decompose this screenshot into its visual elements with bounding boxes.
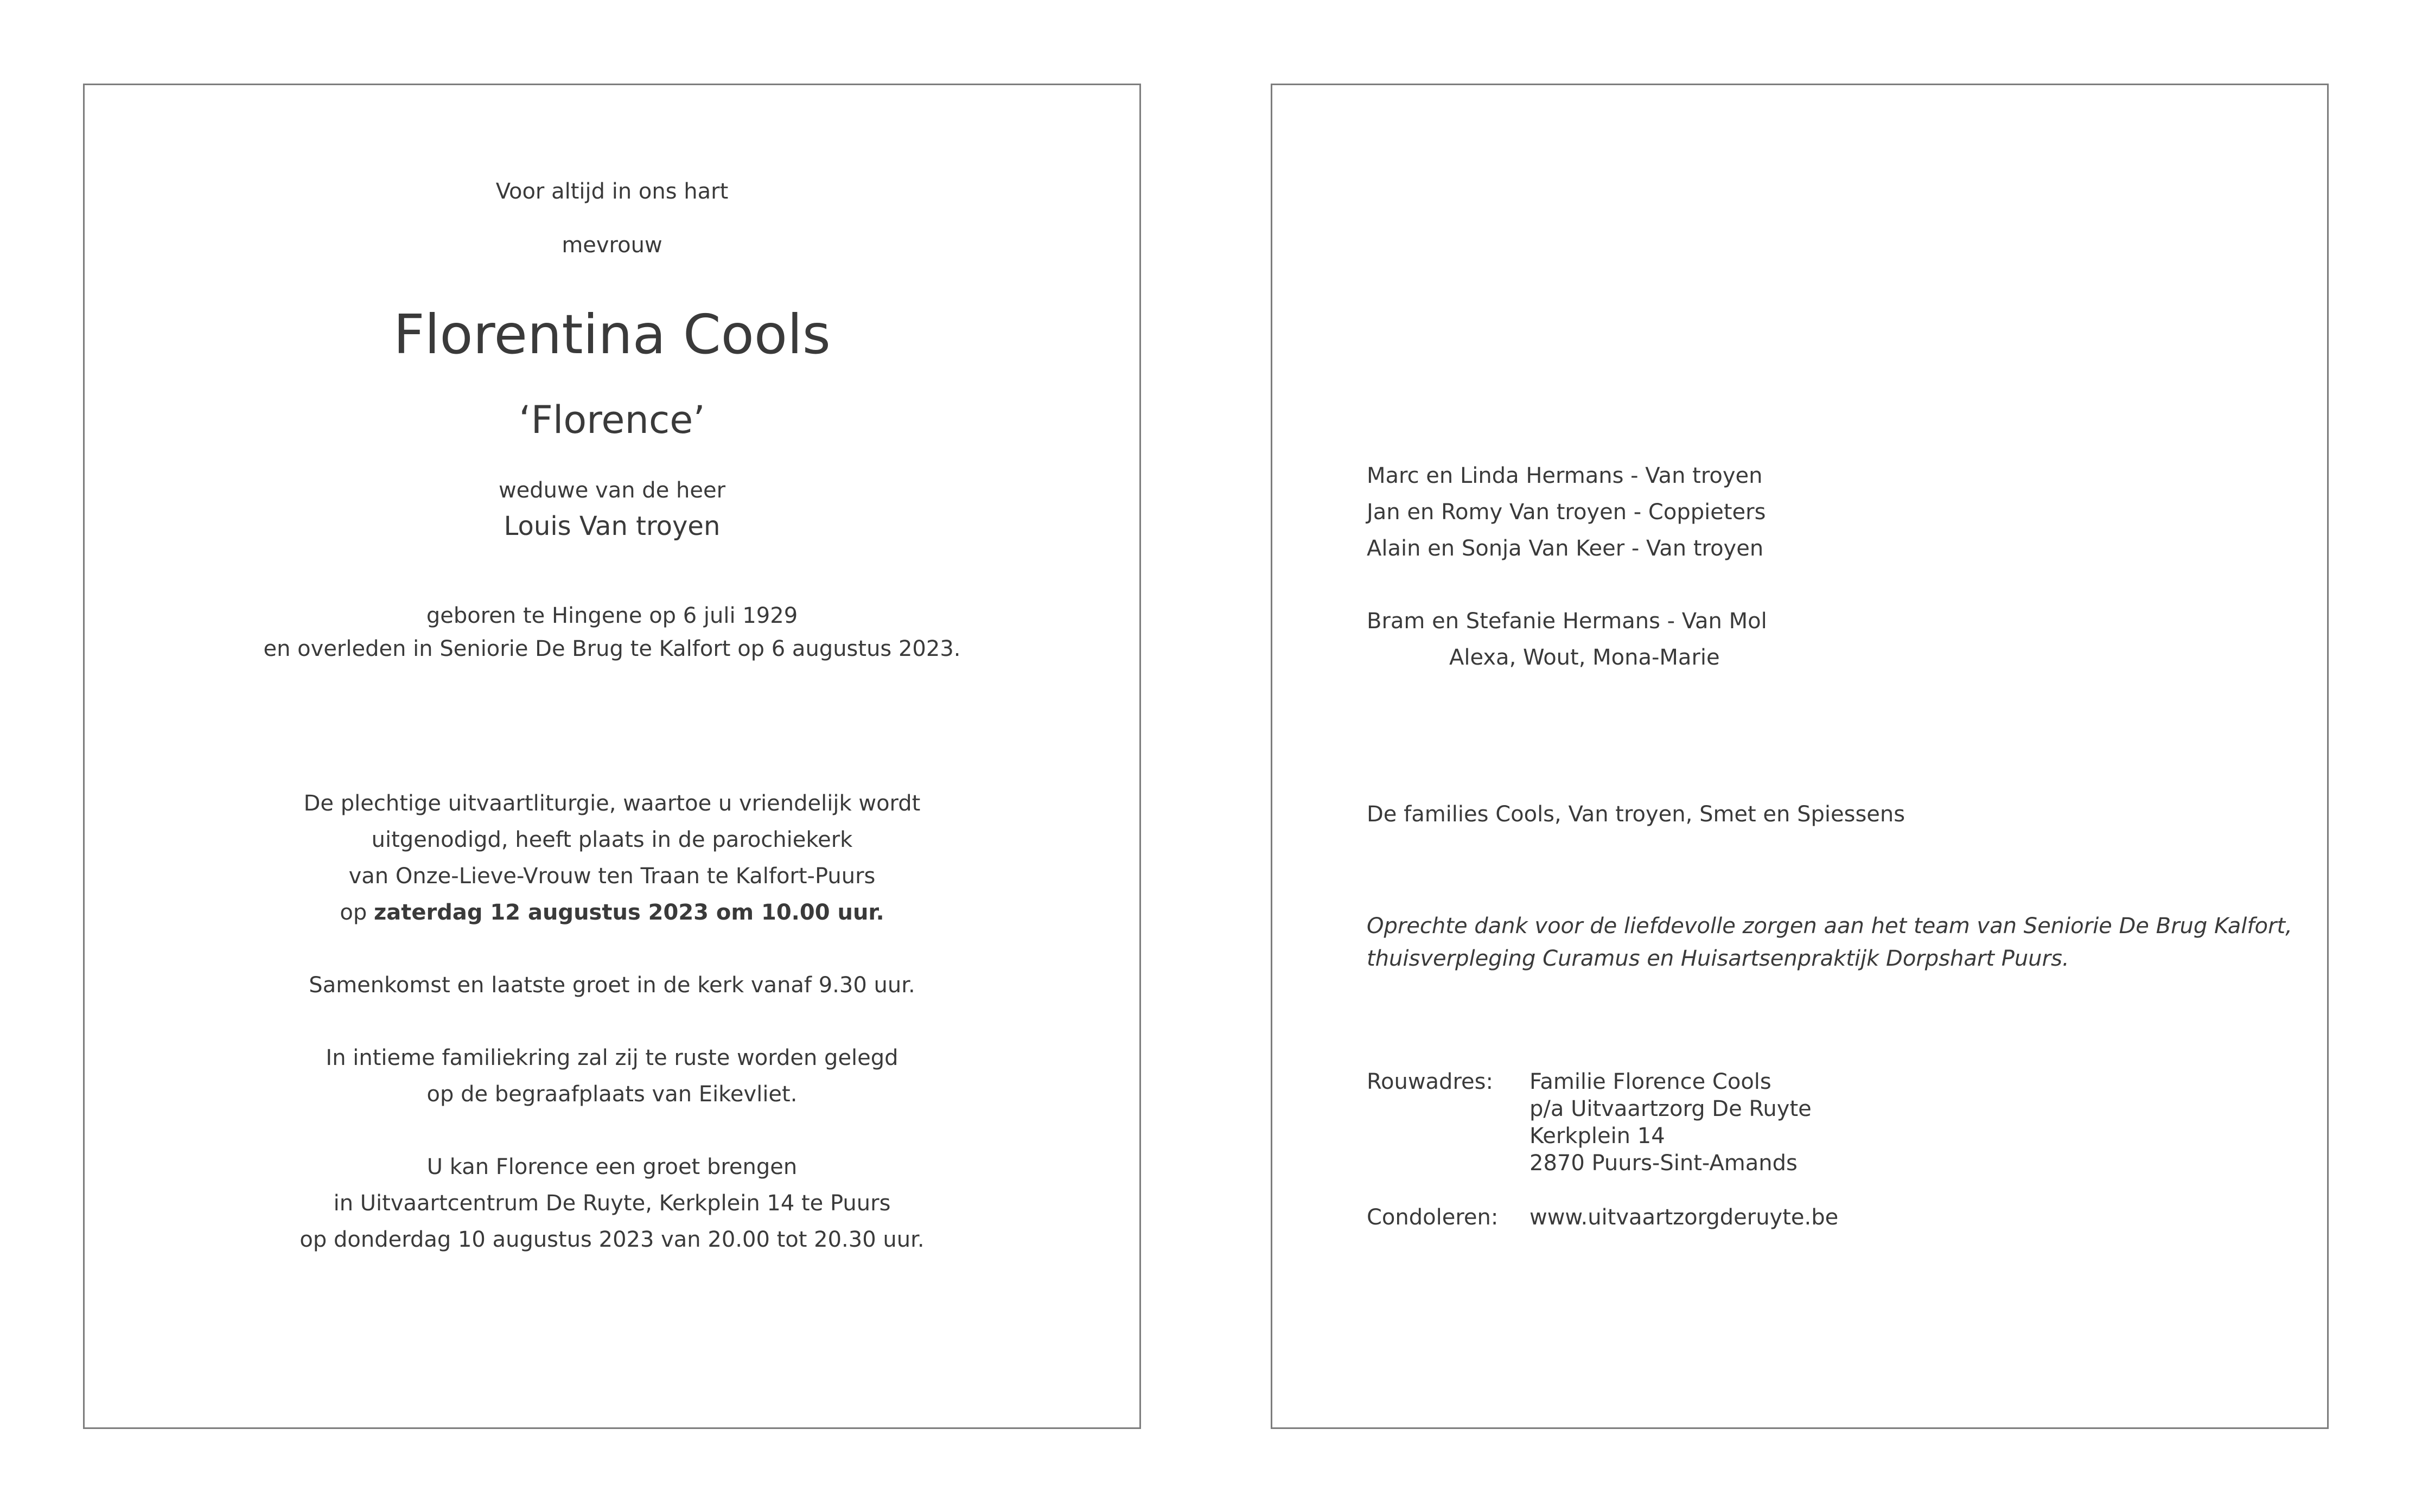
- family-line-3: Alain en Sonja Van Keer - Van troyen: [1367, 536, 1764, 561]
- deceased-name: Florentina Cools: [393, 303, 831, 366]
- liturgy-line-1: De plechtige uitvaartliturgie, waartoe u vriendelijk wordt: [303, 791, 921, 816]
- gathering-line: Samenkomst en laatste groet in de kerk vanaf 9.30 uur.: [309, 973, 915, 998]
- address-line-2: p/a Uitvaartzorg De Ruyte: [1529, 1096, 1812, 1121]
- thanks-line-2: thuisverpleging Curamus en Huisartsenpraktijk Dorpshart Puurs.: [1367, 946, 2069, 971]
- burial-line-1: In intieme familiekring zal zij te ruste worden gelegd: [326, 1045, 898, 1070]
- death-line: en overleden in Seniorie De Brug te Kalfort op 6 augustus 2023.: [263, 636, 961, 661]
- intro-line: Voor altijd in ons hart: [495, 179, 729, 204]
- address-line-4: 2870 Puurs-Sint-Amands: [1529, 1151, 1798, 1176]
- widow-line: weduwe van de heer: [498, 478, 726, 503]
- address-label: Rouwadres:: [1367, 1069, 1493, 1094]
- liturgy-date-prefix: op: [340, 900, 374, 925]
- thanks-line-1: Oprechte dank voor de liefdevolle zorgen aan het team van Seniorie De Brug Kalfort,: [1367, 914, 2292, 939]
- birth-line: geboren te Hingene op 6 juli 1929: [426, 603, 798, 628]
- liturgy-line-4: [85, 902, 1139, 923]
- burial-line-2: op de begraafplaats van Eikevliet.: [426, 1082, 798, 1107]
- great-grandchildren-line: Alexa, Wout, Mona-Marie: [1449, 645, 1720, 670]
- grandchild-line: Bram en Stefanie Hermans - Van Mol: [1367, 609, 1767, 634]
- spouse-name: Louis Van troyen: [504, 511, 721, 541]
- liturgy-line-3: van Onze-Lieve-Vrouw ten Traan te Kalfort-Puurs: [348, 864, 876, 889]
- condolences-link[interactable]: www.uitvaartzorgderuyte.be: [1529, 1205, 1839, 1230]
- visit-line-2: in Uitvaartcentrum De Ruyte, Kerkplein 14 te Puurs: [333, 1191, 891, 1216]
- visit-line-1: U kan Florence een groet brengen: [426, 1154, 798, 1179]
- address-line-1: Familie Florence Cools: [1529, 1069, 1771, 1094]
- deceased-nickname: ‘Florence’: [519, 398, 705, 442]
- family-line-2: Jan en Romy Van troyen - Coppieters: [1367, 500, 1766, 525]
- condolences-label: Condoleren:: [1367, 1205, 1499, 1230]
- salutation: mevrouw: [562, 233, 662, 258]
- right-card-panel: [1271, 84, 2329, 1429]
- family-line-1: Marc en Linda Hermans - Van troyen: [1367, 463, 1763, 488]
- visit-line-3: op donderdag 10 augustus 2023 van 20.00 tot 20.30 uur.: [299, 1227, 925, 1252]
- liturgy-date: zaterdag 12 augustus 2023 om 10.00 uur.: [373, 900, 884, 925]
- address-line-3: Kerkplein 14: [1529, 1124, 1665, 1149]
- left-card-panel: [83, 84, 1141, 1429]
- families-line: De families Cools, Van troyen, Smet en Spiessens: [1367, 802, 1905, 827]
- liturgy-line-2: uitgenodigd, heeft plaats in de parochiekerk: [371, 827, 853, 852]
